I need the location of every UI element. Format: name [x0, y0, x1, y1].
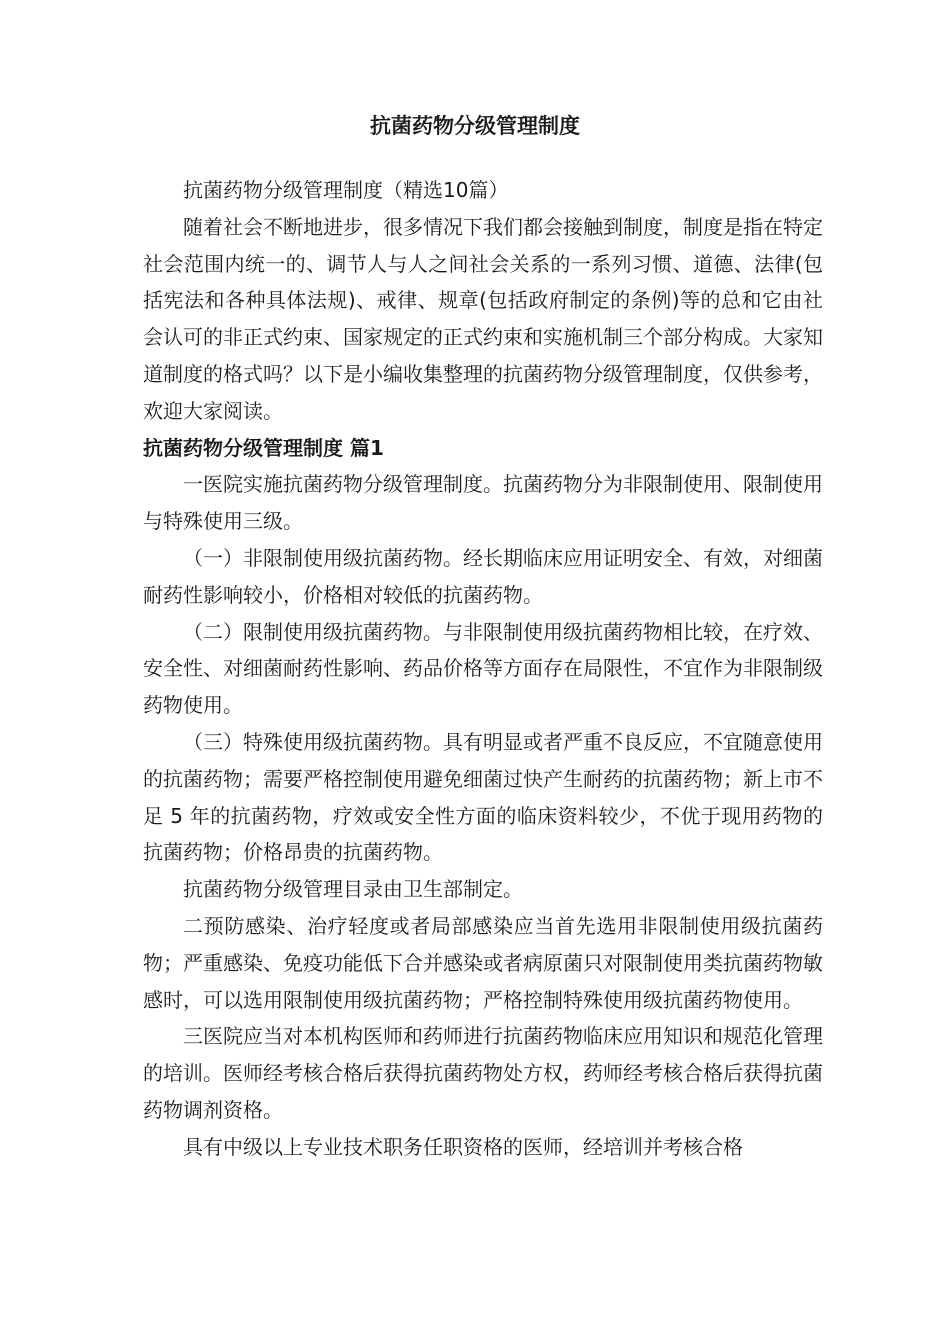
body-paragraph: （一）非限制使用级抗菌药物。经长期临床应用证明安全、有效，对细菌耐药性影响较小，价格相对较低的抗菌药物。: [143, 545, 823, 607]
document-title: 抗菌药物分级管理制度: [370, 114, 580, 138]
body-paragraph: 一医院实施抗菌药物分级管理制度。抗菌药物分为非限制使用、限制使用与特殊使用三级。: [143, 472, 823, 534]
intro-paragraph: 随着社会不断地进步，很多情况下我们都会接触到制度，制度是指在特定社会范围内统一的、调节人与人之间社会关系的一系列习惯、道德、法律(包括宪法和各种具体法规)、戒律、规章(包括政府制定的条例)等的总和它由社会认可的非正式约束、国家规定的正式约束和实施机制三个部分构成。大家知道制度的格式吗？以下是小编收集整理的抗菌药物分级管理制度，仅供参考，欢迎大家阅读。: [143, 214, 823, 423]
body-paragraph: （二）限制使用级抗菌药物。与非限制使用级抗菌药物相比较，在疗效、安全性、对细菌耐药性影响、药品价格等方面存在局限性，不宜作为非限制级药物使用。: [143, 619, 823, 718]
subtitle-paragraph: 抗菌药物分级管理制度（精选10篇）: [183, 178, 509, 202]
body-paragraph: 抗菌药物分级管理目录由卫生部制定。: [183, 877, 523, 902]
body-paragraph: 二预防感染、治疗轻度或者局部感染应当首先选用非限制使用级抗菌药物；严重感染、免疫功能低下合并感染或者病原菌只对限制使用类抗菌药物敏感时，可以选用限制使用级抗菌药物；严格控制特殊使用级抗菌药物使用。: [143, 913, 823, 1012]
section-heading: 抗菌药物分级管理制度 篇1: [143, 435, 384, 460]
body-paragraph: （三）特殊使用级抗菌药物。具有明显或者严重不良反应，不宜随意使用的抗菌药物；需要严格控制使用避免细菌过快产生耐药的抗菌药物；新上市不足 5 年的抗菌药物，疗效或安全性方面的临床资料较少，不优于现用药物的抗菌药物；价格昂贵的抗菌药物。: [143, 729, 823, 865]
document-body: [143, 172, 823, 1166]
body-paragraph: 三医院应当对本机构医师和药师进行抗菌药物临床应用知识和规范化管理的培训。医师经考核合格后获得抗菌药物处方权，药师经考核合格后获得抗菌药物调剂资格。: [143, 1024, 823, 1122]
body-paragraph: 具有中级以上专业技术职务任职资格的医师，经培训并考核合格: [183, 1134, 743, 1159]
